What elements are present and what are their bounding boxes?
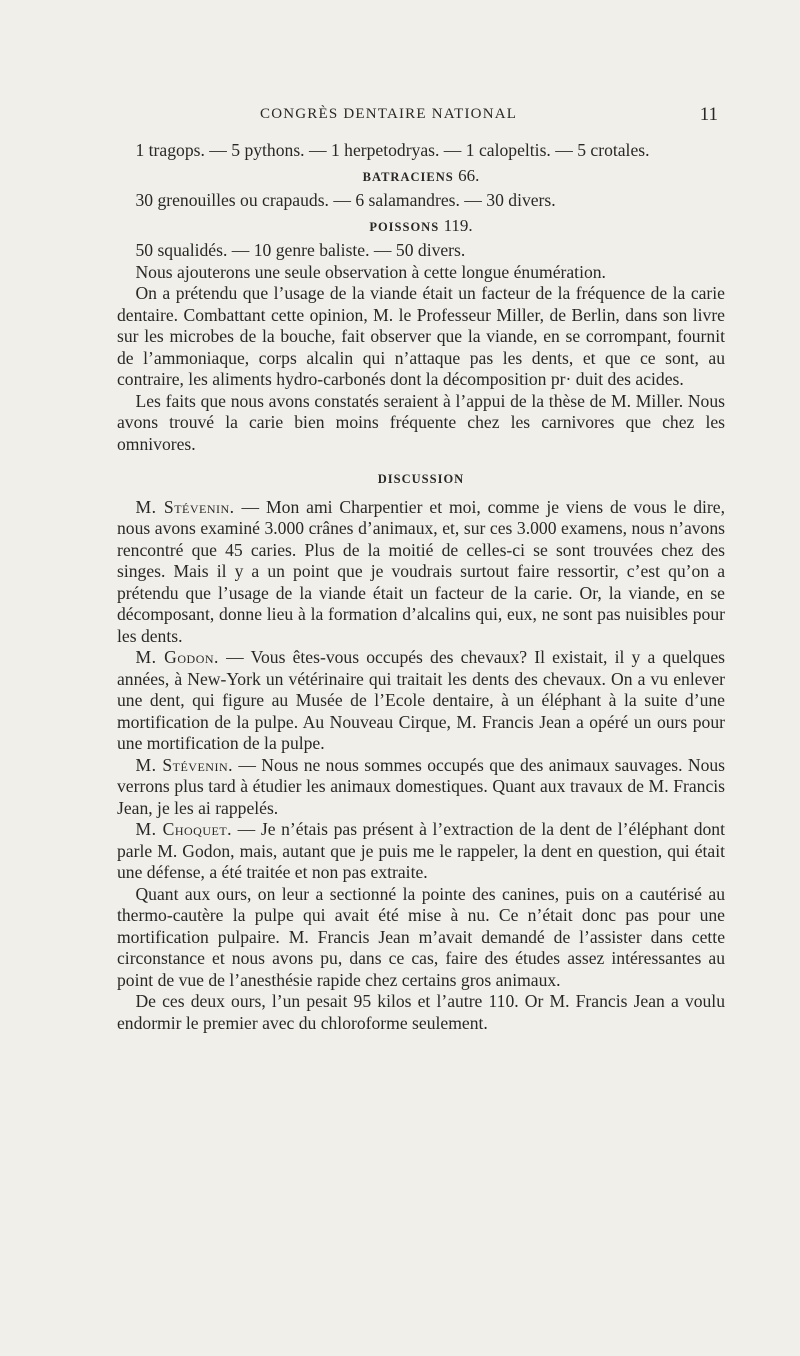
poissons-label: POISSONS [369, 219, 440, 234]
poissons-count: 119. [443, 215, 473, 235]
discussion-title: DISCUSSION [377, 472, 465, 486]
ours-paragraph: Quant aux ours, on leur a sectionné la pointe des canines, puis on a cautérisé au thermo-cautère la pulpe qui avait été mise à nu. Ce n’était donc pas pour une mortification pulpaire. M. Francis Jean m’avait demandé de l’assister dans cette circonstance et nous avons pu, dans ce cas, faire des études assez intéressantes au point de vue de l’anesthésie rapide chez certains gros animaux. [117, 883, 725, 990]
batraciens-count: 66. [458, 165, 480, 185]
speech-text: — Vous êtes-vous occupés des chevaux? Il existait, il y a quelques années, à New-York un vétérinaire qui traitait les dents des chevaux. On a vu enlever une dent, qui figure au Musée de l’Ecole dentaire, à un éléphant à la suite d’une mortification de la pulpe. Au Nouveau Cirque, M. Francis Jean a opéré un ours pour une mortification de la pulpe. [117, 647, 725, 753]
faits-paragraph: Les faits que nous avons constatés seraient à l’appui de la thèse de M. Miller. Nous avons trouvé la carie bien moins fréquente chez les carnivores que chez les omnivores. [117, 390, 725, 454]
stevenin-paragraph-1 [117, 497, 725, 648]
poissons-list-paragraph: 50 squalidés. — 10 genre baliste. — 50 divers. [135, 240, 466, 260]
batraciens-heading [117, 165, 725, 189]
page-number: 11 [699, 104, 718, 125]
miller-paragraph: On a prétendu que l’usage de la viande était un facteur de la fréquence de la carie dentaire. Combattant cette opinion, M. le Professeur Miller, de Berlin, dans son livre sur les microbes de la bouche, fait observer que la viande, en se corrompant, fournit de l’ammoniaque, corps alcalin qui n’attaque pas les dents, et que ce sont, au contraire, les aliments hydro-carbonés dont la décomposition pr· duit des acides. [117, 283, 725, 389]
speaker-name: M. Stévenin. [135, 754, 234, 775]
speaker-name: M. Choquet. [135, 819, 233, 839]
speech-text: — Mon ami Charpentier et moi, comme je viens de vous le dire, nous avons examiné 3.000 crânes d’animaux, et, sur ces 3.000 examens, nous n’avons rencontré que 45 caries. Plus de la moitié de celles-ci se sont trouvées chez des singes. Mais il y a un point que je voudrais surtout faire ressortir, c’est qu’on a prétendu que l’usage de la viande était un facteur de la carie. Or, la viande, en se décomposant, donne lieu à la formation d’alcalins qui, eux, ne sont pas nuisibles pour les dents. [117, 496, 725, 646]
poissons-heading [117, 215, 725, 239]
speech-text: — Nous ne nous sommes occupés que des animaux sauvages. Nous verrons plus tard à étudier les animaux domestiques. Quant aux travaux de M. Francis Jean, je les ai rappelés. [117, 754, 726, 818]
godon-paragraph [117, 647, 725, 755]
discussion-heading [117, 467, 725, 491]
speaker-name: M. Godon. [135, 647, 219, 667]
page-header [120, 104, 718, 128]
speaker-name: M. Stévenin. [135, 496, 235, 517]
batraciens-label: BATRACIENS [362, 169, 454, 184]
body-text [117, 140, 725, 1034]
chloroforme-paragraph: De ces deux ours, l’un pesait 95 kilos et l’autre 110. Or M. Francis Jean a voulu endormir le premier avec du chloroforme seulement. [117, 991, 725, 1033]
stevenin-paragraph-2 [117, 755, 725, 820]
observation-paragraph: Nous ajouterons une seule observation à cette longue énumération. [135, 261, 606, 282]
running-title: CONGRÈS DENTAIRE NATIONAL [260, 106, 518, 122]
speech-text: — Je n’étais pas présent à l’extraction de la dent de l’éléphant dont parle M. Godon, mais, autant que je puis me le rappeler, la dent en question, qui était une défense, a été traitée et non pas extraite. [117, 819, 725, 882]
choquet-paragraph [117, 819, 725, 884]
batraciens-list-paragraph: 30 grenouilles ou crapauds. — 6 salamandres. — 30 divers. [135, 190, 556, 210]
reptile-list-paragraph: 1 tragops. — 5 pythons. — 1 herpetodryas. — 1 calopeltis. — 5 crotales. [135, 140, 650, 160]
